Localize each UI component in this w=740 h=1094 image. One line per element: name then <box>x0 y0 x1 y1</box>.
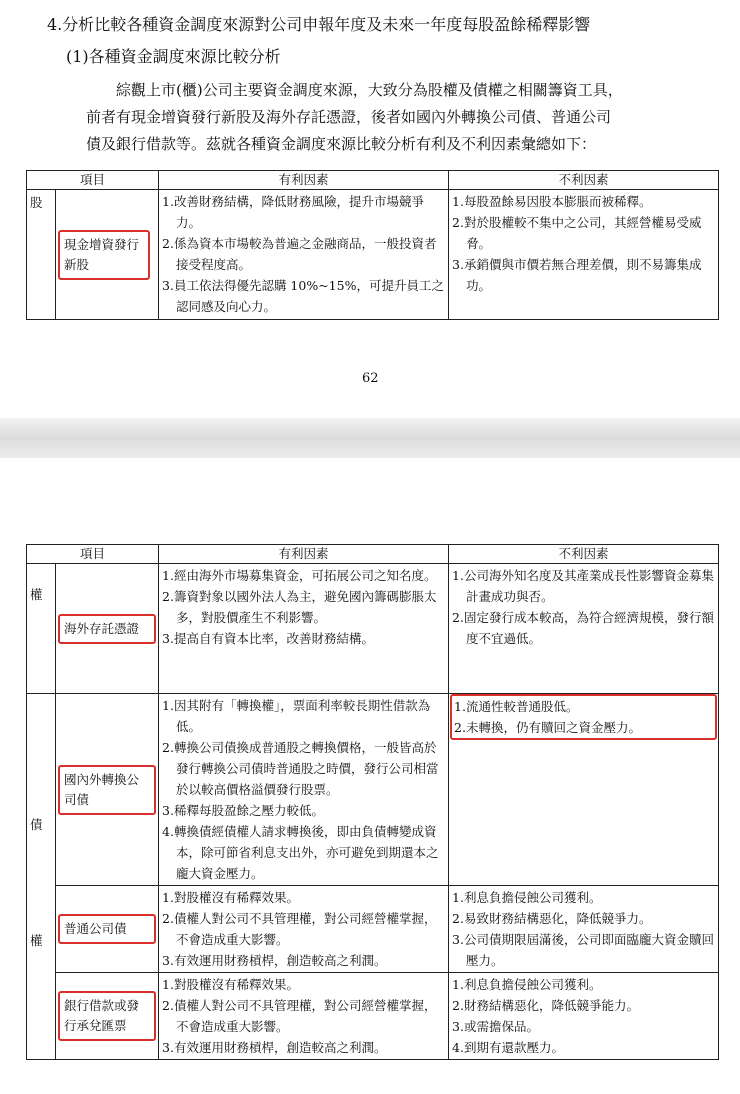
side-label-equity-bottom: 權 <box>27 564 56 694</box>
pros-cell <box>159 973 449 1060</box>
document-page-63 <box>0 458 740 1094</box>
highlighted-cons <box>450 694 717 740</box>
header-item: 項目 <box>27 171 159 190</box>
list-item: 1.利息負擔侵蝕公司獲利。 <box>452 977 602 992</box>
list-item: 1.對股權沒有稀釋效果。 <box>162 977 299 992</box>
pros-cell <box>159 564 449 694</box>
cons-cell <box>449 564 719 694</box>
side-label-equity: 股 <box>27 190 56 320</box>
header-item: 項目 <box>27 545 159 564</box>
list-item: 2.債權人對公司不具管理權，對公司經營權掌握，不會造成重大影響。 <box>162 998 437 1034</box>
paragraph-line-1: 綜觀上市(櫃)公司主要資金調度來源，大致分為股權及債權之相關籌資工具， <box>116 81 623 99</box>
list-item: 2.轉換公司債換成普通股之轉換價格，一般皆高於發行轉換公司債時普通股之時價，發行公司相當於以較高價格溢價發行股票。 <box>162 740 439 797</box>
header-cons: 不利因素 <box>449 171 719 190</box>
paragraph-line-2: 前者有現金增資發行新股及海外存託憑證，後者如國內外轉換公司債、普通公司 <box>86 108 612 126</box>
item-name-cell <box>56 190 159 320</box>
list-item: 2.未轉換，仍有贖回之資金壓力。 <box>454 720 641 735</box>
list-item: 2.對於股權較不集中之公司，其經營權易受威脅。 <box>452 215 702 251</box>
list-item: 1.經由海外市場募集資金，可拓展公司之知名度。 <box>162 568 437 583</box>
pros-cell <box>159 694 449 886</box>
list-item: 3.稀釋每股盈餘之壓力較低。 <box>162 803 324 818</box>
cons-cell <box>449 694 719 886</box>
list-item: 2.籌資對象以國外法人為主，避免國內籌碼膨脹太多，對股價產生不利影響。 <box>162 589 437 625</box>
header-pros: 有利因素 <box>159 171 449 190</box>
side-label-debt <box>27 694 56 1060</box>
item-name-cell <box>56 973 159 1060</box>
page-gap <box>0 418 740 458</box>
list-item: 4.轉換債經債權人請求轉換後，即由負債轉變成資本，除可節省利息支出外，亦可避免到期還本之龐大資金壓力。 <box>162 824 439 881</box>
table-row <box>27 886 719 973</box>
list-item: 4.到期有還款壓力。 <box>452 1040 564 1055</box>
table-row <box>27 190 719 320</box>
table-row <box>27 564 719 694</box>
item-name-cell <box>56 886 159 973</box>
item-name-cell <box>56 694 159 886</box>
list-item: 3.提高自有資本比率，改善財務結構。 <box>162 631 374 646</box>
list-item: 3.或需擔保品。 <box>452 1019 539 1034</box>
table-header-row <box>27 545 719 564</box>
list-item: 2.財務結構惡化，降低競爭能力。 <box>452 998 639 1013</box>
list-item: 3.有效運用財務槓桿，創造較高之利潤。 <box>162 1040 387 1055</box>
list-item: 1.流通性較普通股低。 <box>454 699 579 714</box>
cons-cell <box>449 886 719 973</box>
list-item: 1.利息負擔侵蝕公司獲利。 <box>452 890 602 905</box>
list-item: 3.承銷價與市價若無合理差價，則不易籌集成功。 <box>452 257 702 293</box>
list-item: 1.因其附有「轉換權」，票面利率較長期性借款為低。 <box>162 698 431 734</box>
comparison-table-equity <box>26 170 719 320</box>
list-item: 2.債權人對公司不具管理權，對公司經營權掌握，不會造成重大影響。 <box>162 911 437 947</box>
side-label-debt-bottom: 權 <box>30 933 43 948</box>
sub-heading: (1)各種資金調度來源比較分析 <box>66 47 281 66</box>
item-name-cell <box>56 564 159 694</box>
pros-cell <box>159 886 449 973</box>
item-name-gdr: 海外存託憑證 <box>58 614 156 644</box>
item-name-cash-capital-increase: 現金增資發行新股 <box>58 230 150 280</box>
list-item: 3.公司債期限屆滿後，公司即面臨龐大資金贖回壓力。 <box>452 932 714 968</box>
list-item: 3.員工依法得優先認購 10%~15%，可提升員工之認同感及向心力。 <box>162 278 444 314</box>
table-row <box>27 973 719 1060</box>
list-item: 1.每股盈餘易因股本膨脹而被稀釋。 <box>452 194 652 209</box>
list-item: 1.對股權沒有稀釋效果。 <box>162 890 299 905</box>
side-label-debt-top: 債 <box>30 817 43 832</box>
paragraph-line-3: 債及銀行借款等。茲就各種資金調度來源比較分析有利及不利因素彙總如下： <box>86 135 597 153</box>
list-item: 2.固定發行成本較高，為符合經濟規模，發行額度不宜過低。 <box>452 610 714 646</box>
list-item: 3.有效運用財務槓桿，創造較高之利潤。 <box>162 953 387 968</box>
cons-cell <box>449 190 719 320</box>
header-pros: 有利因素 <box>159 545 449 564</box>
header-cons: 不利因素 <box>449 545 719 564</box>
page-number: 62 <box>362 371 379 386</box>
table-header-row <box>27 171 719 190</box>
pros-cell <box>159 190 449 320</box>
list-item: 1.改善財務結構，降低財務風險，提升市場競爭力。 <box>162 194 424 230</box>
list-item: 2.易致財務結構惡化，降低競爭力。 <box>452 911 652 926</box>
table-row <box>27 694 719 886</box>
comparison-table-continued <box>26 544 719 1060</box>
list-item: 2.係為資本市場較為普遍之金融商品，一般投資者接受程度高。 <box>162 236 437 272</box>
cons-cell <box>449 973 719 1060</box>
item-name-bank-loan: 銀行借款或發行承兌匯票 <box>58 991 156 1041</box>
item-name-convertible-bond: 國內外轉換公司債 <box>58 765 156 815</box>
section-heading: 4.分析比較各種資金調度來源對公司申報年度及未來一年度每股盈餘稀釋影響 <box>47 15 591 34</box>
document-page-62 <box>0 0 740 418</box>
list-item: 1.公司海外知名度及其產業成長性影響資金募集計畫成功與否。 <box>452 568 714 604</box>
item-name-corporate-bond: 普通公司債 <box>58 914 156 944</box>
